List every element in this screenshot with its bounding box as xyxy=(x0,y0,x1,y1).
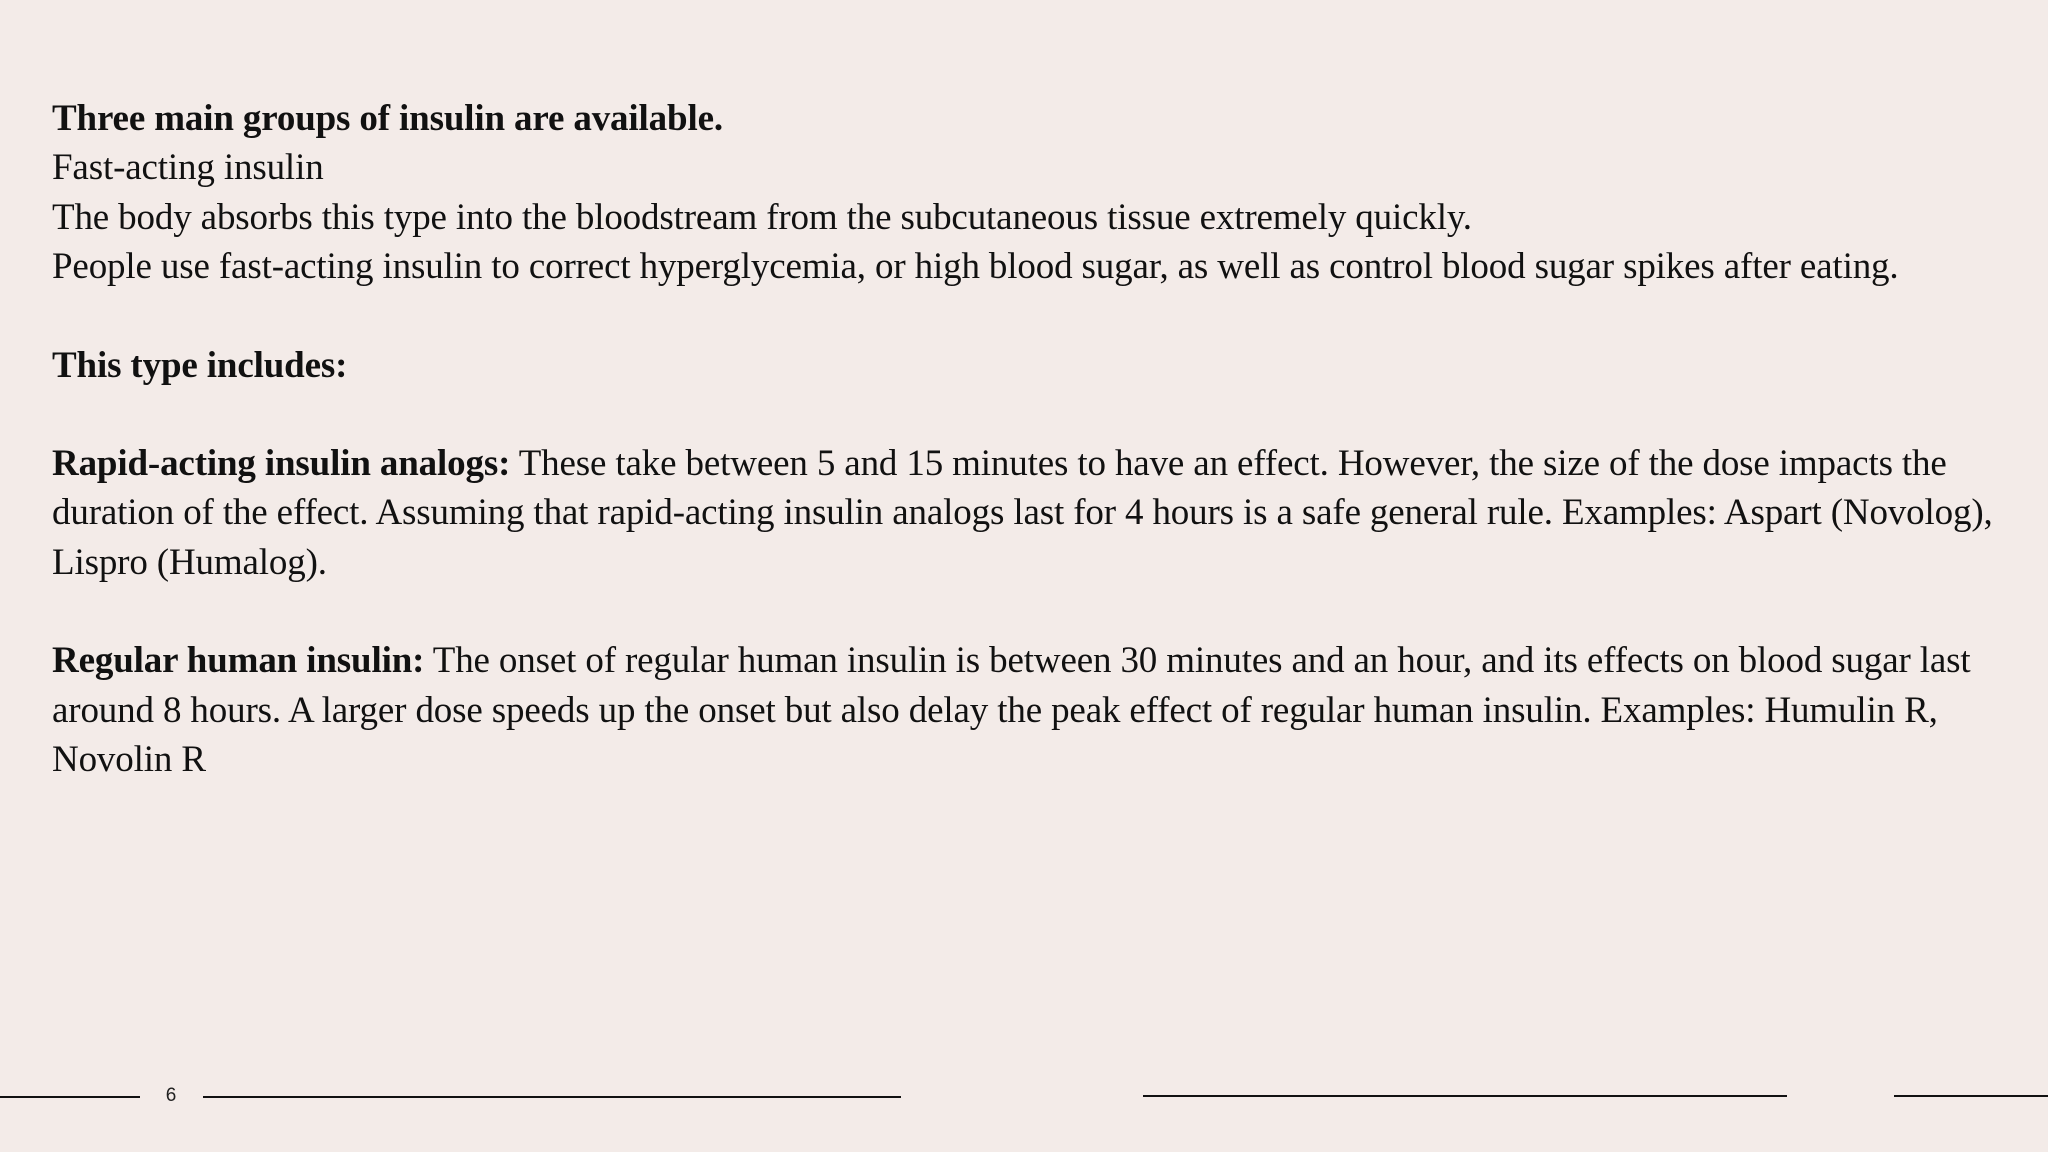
page-number: 6 xyxy=(165,1085,177,1106)
footer-divider-left xyxy=(0,1096,140,1098)
intro-line-2: People use fast-acting insulin to correct hyperglycemia, or high blood sugar, as well as control blood sugar spikes after eating. xyxy=(52,246,1899,288)
spacer xyxy=(52,292,2012,341)
spacer xyxy=(52,390,2012,439)
item-label: Rapid-acting insulin analogs: xyxy=(52,443,511,485)
intro-line-1: The body absorbs this type into the bloodstream from the subcutaneous tissue extremely quickly. xyxy=(52,196,1472,238)
footer-divider-right xyxy=(1894,1095,2048,1097)
list-item xyxy=(52,636,2012,784)
includes-heading: This type includes: xyxy=(52,344,348,386)
slide-content xyxy=(52,94,2012,784)
item-text: These take between 5 and 15 minutes to have an effect. However, the size of the dose impacts the duration of the effect. Assuming that rapid-acting insulin analogs last for 4 hours is a safe general rule. Examples: Aspart (Novolog), Lispro (Humalog). xyxy=(52,443,1993,583)
item-text: The onset of regular human insulin is between 30 minutes and an hour, and its effects on blood sugar last around 8 hours. A larger dose speeds up the onset but also delay the peak effect of regular human insulin. Examples: Humulin R, Novolin R xyxy=(52,640,1971,781)
footer-divider-center-right xyxy=(1143,1095,1787,1097)
footer-divider-center-left xyxy=(203,1096,901,1098)
subtitle: Fast-acting insulin xyxy=(52,147,324,189)
list-item xyxy=(52,439,2012,587)
main-heading: Three main groups of insulin are available. xyxy=(52,98,723,139)
item-label: Regular human insulin: xyxy=(52,640,425,682)
spacer xyxy=(52,587,2012,636)
